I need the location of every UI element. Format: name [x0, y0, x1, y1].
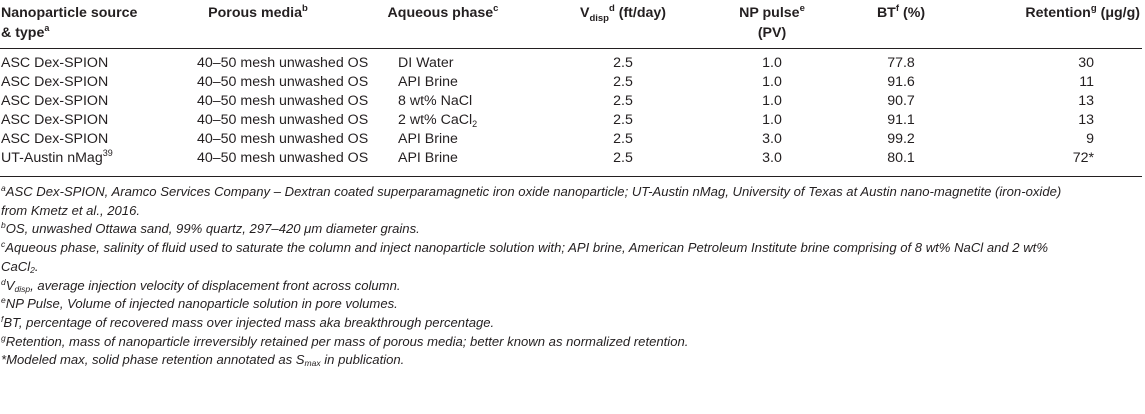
cell-source-text: UT-Austin nMag — [1, 150, 103, 166]
cell-aqueous-text: 2 wt% CaCl — [398, 112, 473, 128]
cell-aqueous — [353, 49, 533, 74]
footnote-g-mark: g — [1, 332, 6, 343]
footnote-e-text: NP Pulse, Volume of injected nanoparticle solution in pore volumes. — [5, 296, 398, 312]
cell-aqueous — [353, 92, 533, 111]
cell-aqueous — [353, 130, 533, 149]
cell-bt: 91.1 — [887, 112, 915, 128]
cell-media-text: 40–50 mesh unwashed OS — [197, 74, 369, 90]
cell-aqueous-text: API Brine — [398, 150, 458, 166]
cell-retention: 30 — [1078, 55, 1094, 71]
cell-aqueous-sub: 2 — [472, 119, 478, 129]
header-vdisp — [533, 0, 713, 49]
header-bt-mark: f — [895, 3, 900, 14]
footnote-f — [1, 314, 1139, 333]
cell-vdisp: 2.5 — [613, 131, 633, 147]
header-np-mark: e — [799, 3, 805, 14]
footnote-star-sub: max — [304, 358, 321, 369]
footnote-g — [1, 333, 1139, 352]
cell-media — [163, 92, 369, 111]
header-aqueous-phase — [353, 0, 533, 49]
cell-vdisp: 2.5 — [613, 55, 633, 71]
footnote-b — [1, 220, 1139, 239]
cell-np-pulse: 1.0 — [762, 93, 782, 109]
footnote-c-text2: CaCl — [1, 258, 31, 274]
footnote-f-text: BT, percentage of recovered mass over injected mass aka breakthrough percentage. — [3, 314, 495, 330]
footnote-b-mark: b — [1, 220, 6, 231]
header-aqueous-label: Aqueous phase — [387, 5, 494, 21]
table-header — [0, 0, 1142, 49]
header-media-mark: b — [302, 3, 308, 14]
cell-source: ASC Dex-SPION — [1, 74, 109, 90]
cell-retention: 9 — [1086, 131, 1094, 147]
cell-media — [163, 130, 369, 149]
header-vdisp-sub: disp — [589, 13, 609, 24]
cell-np-pulse: 1.0 — [762, 74, 782, 90]
cell-bt: 80.1 — [887, 150, 915, 166]
header-retention-unit: (μg/g) — [1100, 5, 1140, 21]
table-row — [0, 49, 1142, 74]
footnote-e-mark: e — [1, 295, 6, 306]
header-bt-label: BT — [876, 5, 896, 21]
cell-np-pulse: 3.0 — [762, 131, 782, 147]
table-row — [0, 149, 1142, 177]
footnote-c-continued — [1, 258, 1139, 277]
cell-np-pulse: 3.0 — [762, 150, 782, 166]
header-retention-mark: g — [1090, 3, 1097, 14]
footnote-d — [1, 277, 1139, 296]
header-bt — [831, 0, 971, 49]
cell-source: ASC Dex-SPION — [1, 55, 109, 71]
cell-bt: 77.8 — [887, 55, 915, 71]
header-vdisp-mark: d — [608, 3, 615, 14]
header-porous-media — [163, 0, 353, 49]
header-media-label: Porous media — [208, 5, 302, 21]
footnote-star-text: *Modeled max, solid phase retention annotated as S — [1, 352, 305, 368]
footnote-d-v: V — [5, 277, 15, 293]
table-body — [0, 49, 1142, 177]
table-row — [0, 130, 1142, 149]
footnote-a-text2: from Kmetz et al., 2016. — [1, 202, 140, 218]
footnote-e — [1, 295, 1139, 314]
header-retention — [971, 0, 1142, 49]
cell-media-text: 40–50 mesh unwashed OS — [197, 112, 369, 128]
cell-retention: 72* — [1072, 150, 1094, 166]
cell-media — [163, 73, 369, 92]
cell-source: ASC Dex-SPION — [1, 93, 109, 109]
cell-aqueous-text: API Brine — [398, 131, 458, 147]
footnote-c-sub: 2 — [30, 264, 35, 275]
cell-aqueous — [353, 73, 533, 92]
cell-aqueous — [353, 149, 533, 177]
footnote-a-mark: a — [1, 183, 6, 193]
cell-media — [163, 49, 369, 74]
header-retention-label: Retention — [1025, 5, 1091, 21]
footnote-a-continued — [1, 202, 1139, 221]
cell-vdisp: 2.5 — [613, 150, 633, 166]
header-np-pulse — [713, 0, 831, 49]
cell-bt: 99.2 — [887, 131, 915, 147]
cell-aqueous — [353, 111, 533, 130]
header-np-unit: (PV) — [757, 25, 787, 41]
cell-media — [163, 111, 369, 130]
header-vdisp-v: V — [579, 5, 590, 21]
footnote-d-text: , average injection velocity of displacement front across column. — [30, 277, 401, 293]
footnote-a-text: ASC Dex-SPION, Aramco Services Company – Dextran coated superparamagnetic iron oxide nanoparticle; UT-Austin nMag, University of Texas at Austin nano-magnetite (iron-oxide) — [5, 184, 1062, 199]
cell-source-ref: 39 — [102, 148, 113, 158]
cell-bt: 91.6 — [887, 74, 915, 90]
header-aqueous-mark: c — [493, 3, 499, 14]
cell-np-pulse: 1.0 — [762, 55, 782, 71]
cell-source: ASC Dex-SPION — [1, 131, 109, 147]
header-np-label: NP pulse — [739, 5, 800, 21]
header-vdisp-unit: (ft/day) — [618, 5, 667, 21]
header-source-line1: Nanoparticle source — [1, 5, 138, 21]
cell-aqueous-text: DI Water — [398, 55, 454, 71]
table-footnotes — [0, 183, 1139, 370]
footnote-c-end: . — [34, 258, 39, 274]
cell-retention: 13 — [1078, 93, 1094, 109]
footnote-c-mark: c — [1, 239, 6, 250]
cell-retention: 13 — [1078, 112, 1094, 128]
footnote-d-mark: d — [1, 276, 6, 287]
footnote-b-text: OS, unwashed Ottawa sand, 99% quartz, 297–420 μm diameter grains. — [5, 221, 420, 237]
cell-retention: 11 — [1079, 74, 1094, 90]
footnote-c — [1, 239, 1139, 258]
cell-aqueous-text: 8 wt% NaCl — [398, 93, 473, 109]
footnote-star — [1, 351, 1139, 370]
footnote-d-sub: disp — [14, 283, 31, 294]
cell-source: ASC Dex-SPION — [1, 112, 109, 128]
cell-media-text: 40–50 mesh unwashed OS — [197, 55, 369, 71]
nanoparticle-retention-table — [0, 0, 1142, 177]
cell-media — [163, 149, 369, 177]
cell-vdisp: 2.5 — [613, 74, 633, 90]
cell-aqueous-text: API Brine — [398, 74, 458, 90]
header-nanoparticle-source — [0, 0, 163, 49]
footnote-star-end: in publication. — [320, 352, 405, 368]
cell-media-text: 40–50 mesh unwashed OS — [197, 150, 369, 166]
cell-vdisp: 2.5 — [613, 112, 633, 128]
cell-media-text: 40–50 mesh unwashed OS — [197, 131, 369, 147]
footnote-a — [1, 183, 1139, 202]
table-row — [0, 73, 1142, 92]
header-source-line2: & type — [1, 25, 45, 41]
cell-media-text: 40–50 mesh unwashed OS — [197, 93, 369, 109]
table-row — [0, 111, 1142, 130]
footnote-c-text: Aqueous phase, salinity of fluid used to saturate the column and inject nanoparticle solution with; API brine, American Petroleum Institute brine comprising of 8 wt% NaCl and 2 wt% — [5, 240, 1048, 256]
table-row — [0, 92, 1142, 111]
header-row — [0, 0, 1142, 49]
cell-np-pulse: 1.0 — [762, 112, 782, 128]
cell-vdisp: 2.5 — [613, 93, 633, 109]
header-source-mark: a — [44, 23, 50, 33]
cell-bt: 90.7 — [887, 93, 915, 109]
cell-source — [0, 149, 163, 177]
footnote-f-mark: f — [1, 313, 4, 324]
footnote-g-text: Retention, mass of nanoparticle irreversibly retained per mass of porous media; better known as normalized retention. — [5, 333, 689, 349]
header-bt-unit: (%) — [902, 5, 926, 21]
